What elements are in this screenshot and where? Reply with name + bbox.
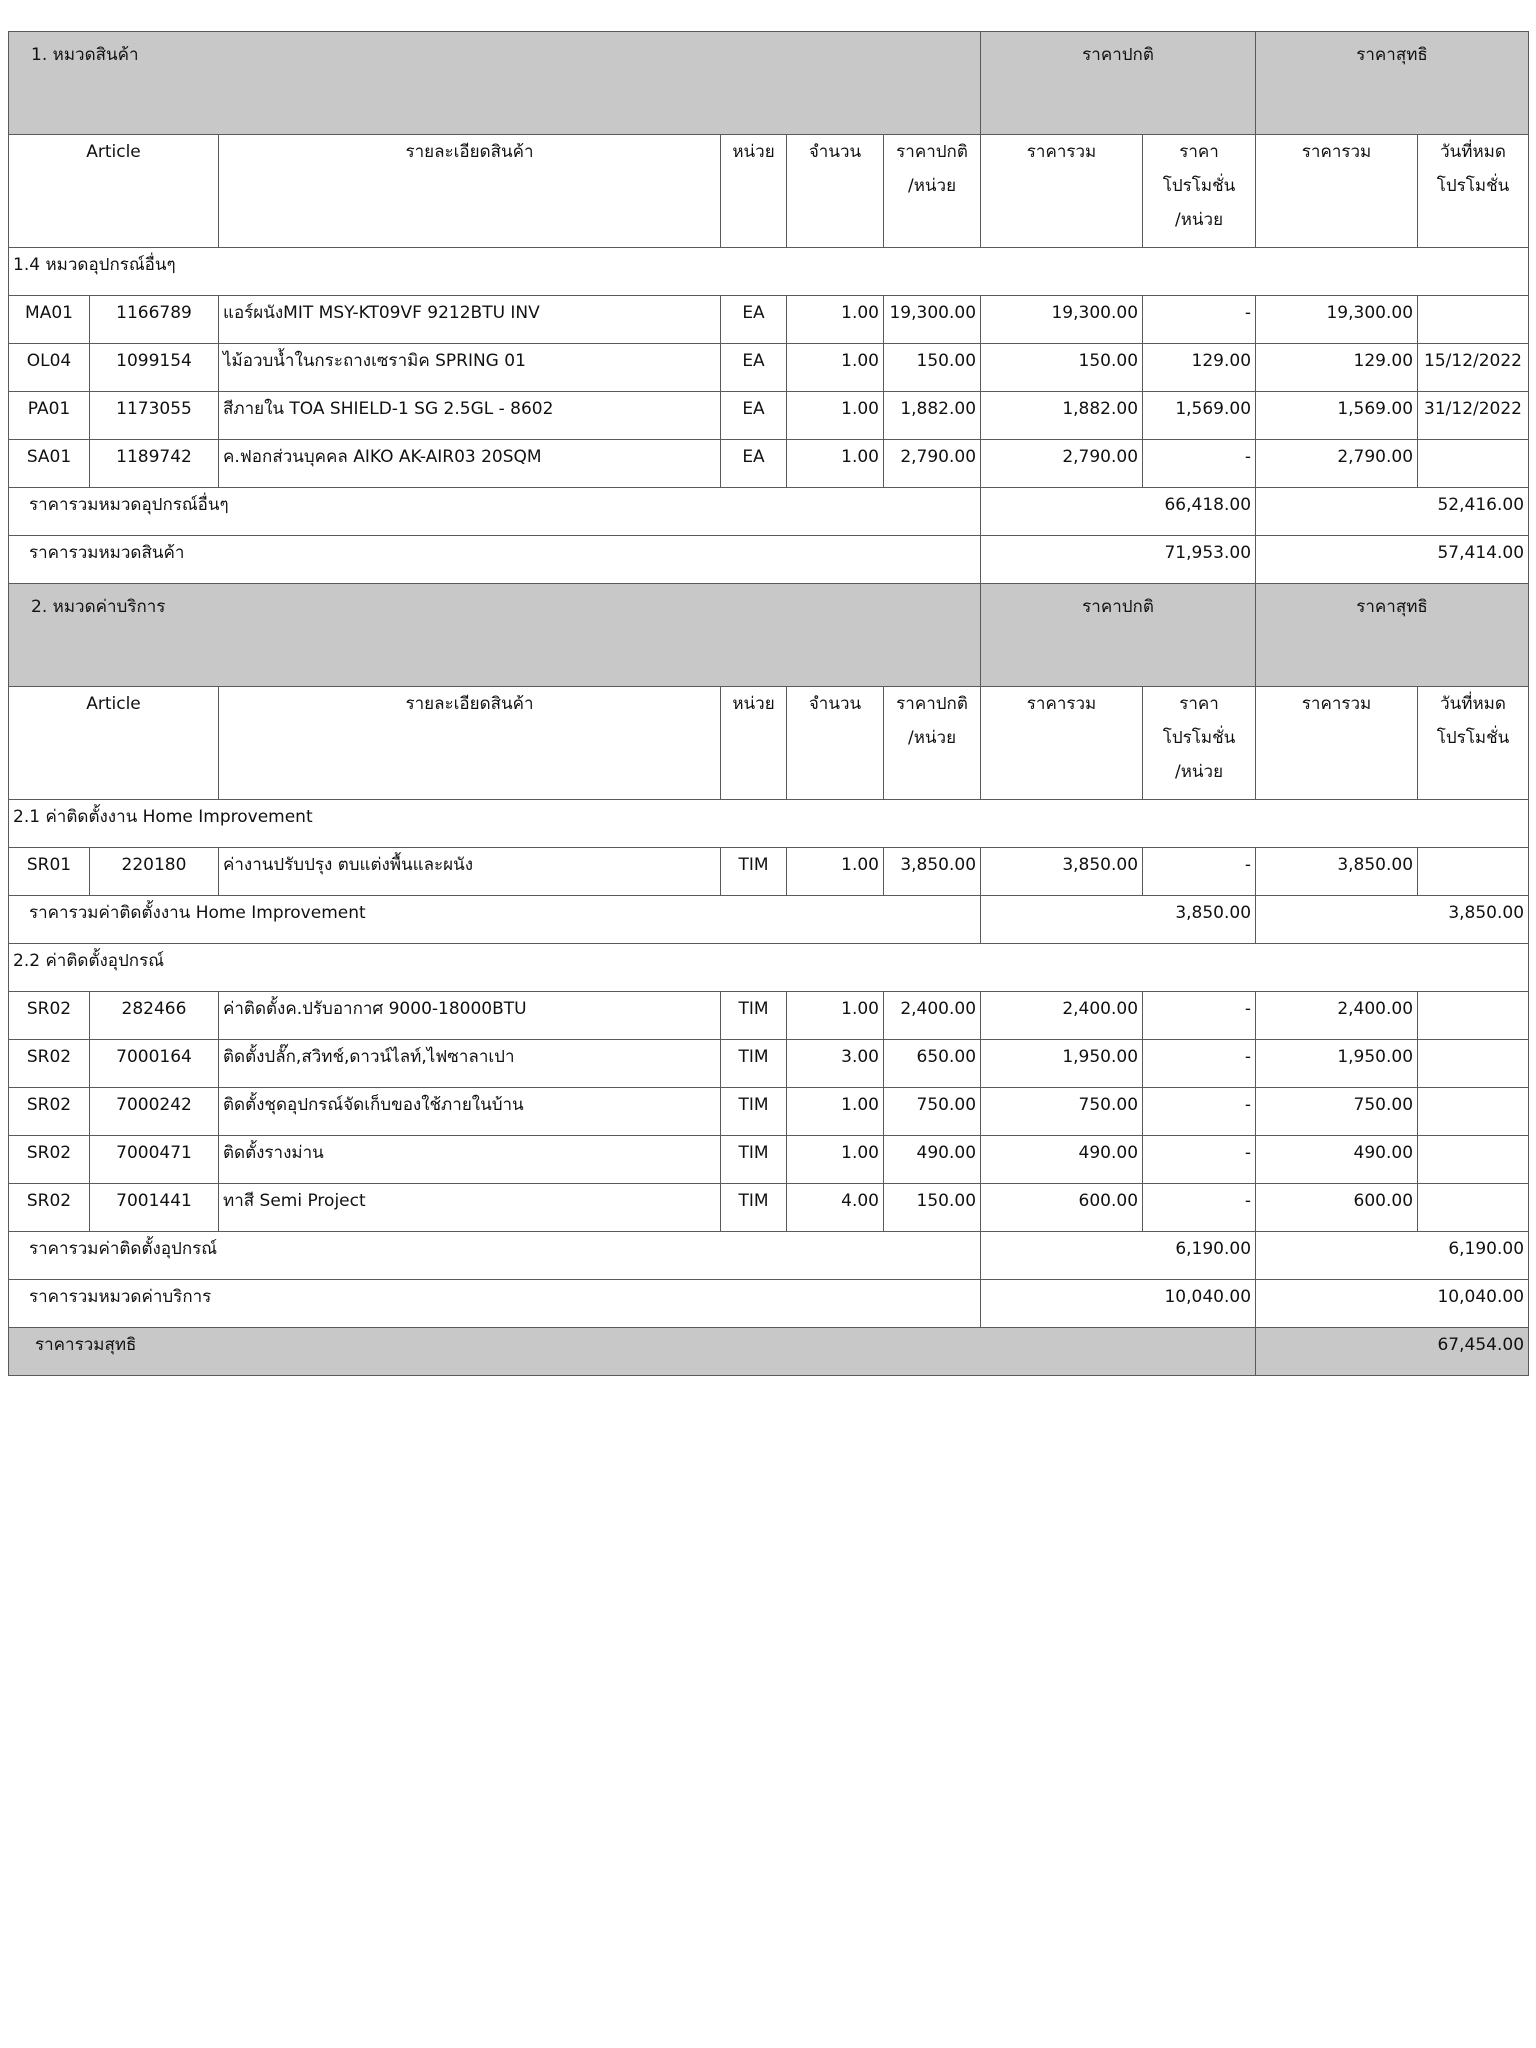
net-total-cell: 750.00 (1256, 1088, 1418, 1136)
promo-end-cell: 31/12/2022 (1418, 392, 1529, 440)
total-cell: 750.00 (981, 1088, 1143, 1136)
promo-end-header-line: โปรโมชั่น (1436, 728, 1510, 748)
net-total-cell: 2,790.00 (1256, 440, 1418, 488)
article-cell: 1166789 (90, 296, 219, 344)
unit-price-cell: 2,400.00 (884, 992, 981, 1040)
promo-price-header-line: /หน่วย (1174, 210, 1224, 230)
promo-end-cell (1418, 848, 1529, 896)
total-cell: 2,790.00 (981, 440, 1143, 488)
promo-price-cell: 129.00 (1143, 344, 1256, 392)
total-net: 57,414.00 (1256, 536, 1529, 584)
category-total-row (9, 1280, 1529, 1328)
unit-price-cell: 2,790.00 (884, 440, 981, 488)
total-cell: 490.00 (981, 1136, 1143, 1184)
description-cell: ไม้อวบน้ำในกระถางเซรามิค SPRING 01 (219, 344, 721, 392)
total-cell: 600.00 (981, 1184, 1143, 1232)
regular-price-header: ราคาปกติ (981, 584, 1256, 687)
regular-price-header: ราคาปกติ (981, 32, 1256, 135)
code-cell: SR02 (9, 1136, 90, 1184)
promo-price-header-line: โปรโมชั่น (1162, 176, 1236, 196)
promo-price-header (1143, 687, 1256, 800)
unit-cell: EA (721, 344, 787, 392)
column-headers (9, 687, 1529, 800)
unit-price-cell: 3,850.00 (884, 848, 981, 896)
description-cell: แอร์ผนังMIT MSY-KT09VF 9212BTU INV (219, 296, 721, 344)
unit-cell: TIM (721, 848, 787, 896)
line-item-row (9, 992, 1529, 1040)
quantity-cell: 1.00 (787, 992, 884, 1040)
line-item-row (9, 848, 1529, 896)
total-regular: 10,040.00 (981, 1280, 1256, 1328)
quantity-cell: 4.00 (787, 1184, 884, 1232)
grand-total-label: ราคารวมสุทธิ (9, 1328, 1256, 1376)
unit-price-header-line: ราคาปกติ (896, 694, 968, 714)
description-header: รายละเอียดสินค้า (219, 687, 721, 800)
total-cell: 3,850.00 (981, 848, 1143, 896)
article-cell: 7000471 (90, 1136, 219, 1184)
net-total-cell: 1,950.00 (1256, 1040, 1418, 1088)
section-title: 2. หมวดค่าบริการ (9, 584, 981, 687)
article-cell: 282466 (90, 992, 219, 1040)
total-cell: 1,882.00 (981, 392, 1143, 440)
article-cell: 7001441 (90, 1184, 219, 1232)
net-total-cell: 3,850.00 (1256, 848, 1418, 896)
category-total-row (9, 536, 1529, 584)
unit-price-cell: 1,882.00 (884, 392, 981, 440)
article-cell: 7000242 (90, 1088, 219, 1136)
subsection-total-row (9, 488, 1529, 536)
code-cell: SR02 (9, 992, 90, 1040)
unit-cell: TIM (721, 1088, 787, 1136)
promo-end-header (1418, 687, 1529, 800)
description-cell: ค่างานปรับปรุง ตบแต่งพื้นและผนัง (219, 848, 721, 896)
grand-total-row (9, 1328, 1529, 1376)
promo-price-header-line: ราคา (1179, 694, 1219, 714)
article-header: Article (9, 135, 219, 248)
promo-price-cell: - (1143, 1184, 1256, 1232)
unit-price-header (884, 687, 981, 800)
net-price-header: ราคาสุทธิ (1256, 32, 1529, 135)
promo-end-header-line: วันที่หมด (1440, 694, 1506, 714)
promo-end-cell: 15/12/2022 (1418, 344, 1529, 392)
description-cell: ติดตั้งปลั๊ก,สวิทช์,ดาวน์ไลท์,ไฟซาลาเปา (219, 1040, 721, 1088)
code-cell: PA01 (9, 392, 90, 440)
total-cell: 1,950.00 (981, 1040, 1143, 1088)
promo-price-cell: - (1143, 1136, 1256, 1184)
unit-price-header-line: ราคาปกติ (896, 142, 968, 162)
line-item-row (9, 1184, 1529, 1232)
quotation-table (8, 31, 1529, 1376)
promo-price-header-line: /หน่วย (1174, 762, 1224, 782)
unit-price-cell: 19,300.00 (884, 296, 981, 344)
subsection-title-cell: 1.4 หมวดอุปกรณ์อื่นๆ (9, 248, 1529, 296)
description-header: รายละเอียดสินค้า (219, 135, 721, 248)
column-headers (9, 135, 1529, 248)
net-total-cell: 19,300.00 (1256, 296, 1418, 344)
description-cell: ค.ฟอกส่วนบุคคล AIKO AK-AIR03 20SQM (219, 440, 721, 488)
net-total-cell: 129.00 (1256, 344, 1418, 392)
promo-end-cell (1418, 1136, 1529, 1184)
grand-total-value: 67,454.00 (1256, 1328, 1529, 1376)
code-cell: MA01 (9, 296, 90, 344)
promo-price-cell: - (1143, 1040, 1256, 1088)
subsection-title (9, 248, 1529, 296)
total-label: ราคารวมค่าติดตั้งอุปกรณ์ (9, 1232, 981, 1280)
line-item-row (9, 1088, 1529, 1136)
line-item-row (9, 296, 1529, 344)
article-cell: 220180 (90, 848, 219, 896)
promo-end-header-line: โปรโมชั่น (1436, 176, 1510, 196)
unit-price-header-line: /หน่วย (907, 176, 957, 196)
code-cell: SR02 (9, 1184, 90, 1232)
description-cell: ติดตั้งชุดอุปกรณ์จัดเก็บของใช้ภายในบ้าน (219, 1088, 721, 1136)
quantity-cell: 1.00 (787, 296, 884, 344)
quantity-cell: 3.00 (787, 1040, 884, 1088)
total-label: ราคารวมหมวดสินค้า (9, 536, 981, 584)
line-item-row (9, 1040, 1529, 1088)
quantity-cell: 1.00 (787, 440, 884, 488)
description-cell: ติดตั้งรางม่าน (219, 1136, 721, 1184)
quantity-header: จำนวน (787, 687, 884, 800)
subsection-total-row (9, 896, 1529, 944)
quantity-cell: 1.00 (787, 392, 884, 440)
code-cell: SR02 (9, 1040, 90, 1088)
unit-header: หน่วย (721, 135, 787, 248)
promo-price-cell: 1,569.00 (1143, 392, 1256, 440)
total-regular: 6,190.00 (981, 1232, 1256, 1280)
subsection-title-cell: 2.1 ค่าติดตั้งงาน Home Improvement (9, 800, 1529, 848)
line-item-row (9, 344, 1529, 392)
article-cell: 1173055 (90, 392, 219, 440)
code-cell: OL04 (9, 344, 90, 392)
total-cell: 2,400.00 (981, 992, 1143, 1040)
net-total-header: ราคารวม (1256, 687, 1418, 800)
code-cell: SR02 (9, 1088, 90, 1136)
total-regular: 71,953.00 (981, 536, 1256, 584)
promo-price-cell: - (1143, 992, 1256, 1040)
promo-end-cell (1418, 1184, 1529, 1232)
quantity-cell: 1.00 (787, 1136, 884, 1184)
unit-price-cell: 150.00 (884, 1184, 981, 1232)
net-total-cell: 490.00 (1256, 1136, 1418, 1184)
promo-end-cell (1418, 440, 1529, 488)
unit-price-cell: 150.00 (884, 344, 981, 392)
total-header: ราคารวม (981, 687, 1143, 800)
unit-cell: TIM (721, 992, 787, 1040)
net-price-header: ราคาสุทธิ (1256, 584, 1529, 687)
section-header (9, 32, 1529, 135)
total-net: 52,416.00 (1256, 488, 1529, 536)
net-total-cell: 1,569.00 (1256, 392, 1418, 440)
article-header: Article (9, 687, 219, 800)
line-item-row (9, 440, 1529, 488)
article-cell: 1099154 (90, 344, 219, 392)
promo-price-cell: - (1143, 440, 1256, 488)
article-cell: 7000164 (90, 1040, 219, 1088)
promo-end-cell (1418, 992, 1529, 1040)
net-total-cell: 2,400.00 (1256, 992, 1418, 1040)
unit-price-header (884, 135, 981, 248)
promo-price-cell: - (1143, 296, 1256, 344)
unit-price-cell: 490.00 (884, 1136, 981, 1184)
unit-price-cell: 650.00 (884, 1040, 981, 1088)
promo-price-header-line: ราคา (1179, 142, 1219, 162)
unit-price-cell: 750.00 (884, 1088, 981, 1136)
quantity-header: จำนวน (787, 135, 884, 248)
unit-cell: EA (721, 440, 787, 488)
description-cell: ทาสี Semi Project (219, 1184, 721, 1232)
total-cell: 150.00 (981, 344, 1143, 392)
section-header (9, 584, 1529, 687)
unit-cell: EA (721, 392, 787, 440)
code-cell: SR01 (9, 848, 90, 896)
code-cell: SA01 (9, 440, 90, 488)
total-net: 10,040.00 (1256, 1280, 1529, 1328)
description-cell: สีภายใน TOA SHIELD-1 SG 2.5GL - 8602 (219, 392, 721, 440)
promo-end-cell (1418, 1088, 1529, 1136)
quantity-cell: 1.00 (787, 848, 884, 896)
total-net: 3,850.00 (1256, 896, 1529, 944)
line-item-row (9, 1136, 1529, 1184)
quantity-cell: 1.00 (787, 344, 884, 392)
total-label: ราคารวมหมวดค่าบริการ (9, 1280, 981, 1328)
net-total-header: ราคารวม (1256, 135, 1418, 248)
section-title: 1. หมวดสินค้า (9, 32, 981, 135)
total-regular: 3,850.00 (981, 896, 1256, 944)
promo-price-cell: - (1143, 1088, 1256, 1136)
total-cell: 19,300.00 (981, 296, 1143, 344)
promo-end-cell (1418, 1040, 1529, 1088)
unit-cell: TIM (721, 1136, 787, 1184)
unit-header: หน่วย (721, 687, 787, 800)
subsection-total-row (9, 1232, 1529, 1280)
promo-end-header-line: วันที่หมด (1440, 142, 1506, 162)
unit-price-header-line: /หน่วย (907, 728, 957, 748)
article-cell: 1189742 (90, 440, 219, 488)
total-header: ราคารวม (981, 135, 1143, 248)
total-label: ราคารวมหมวดอุปกรณ์อื่นๆ (9, 488, 981, 536)
promo-end-cell (1418, 296, 1529, 344)
subsection-title (9, 800, 1529, 848)
subsection-title (9, 944, 1529, 992)
total-net: 6,190.00 (1256, 1232, 1529, 1280)
unit-cell: TIM (721, 1184, 787, 1232)
promo-price-header (1143, 135, 1256, 248)
total-regular: 66,418.00 (981, 488, 1256, 536)
description-cell: ค่าติดตั้งค.ปรับอากาศ 9000-18000BTU (219, 992, 721, 1040)
promo-price-cell: - (1143, 848, 1256, 896)
promo-price-header-line: โปรโมชั่น (1162, 728, 1236, 748)
total-label: ราคารวมค่าติดตั้งงาน Home Improvement (9, 896, 981, 944)
promo-end-header (1418, 135, 1529, 248)
unit-cell: TIM (721, 1040, 787, 1088)
quantity-cell: 1.00 (787, 1088, 884, 1136)
unit-cell: EA (721, 296, 787, 344)
subsection-title-cell: 2.2 ค่าติดตั้งอุปกรณ์ (9, 944, 1529, 992)
net-total-cell: 600.00 (1256, 1184, 1418, 1232)
line-item-row (9, 392, 1529, 440)
